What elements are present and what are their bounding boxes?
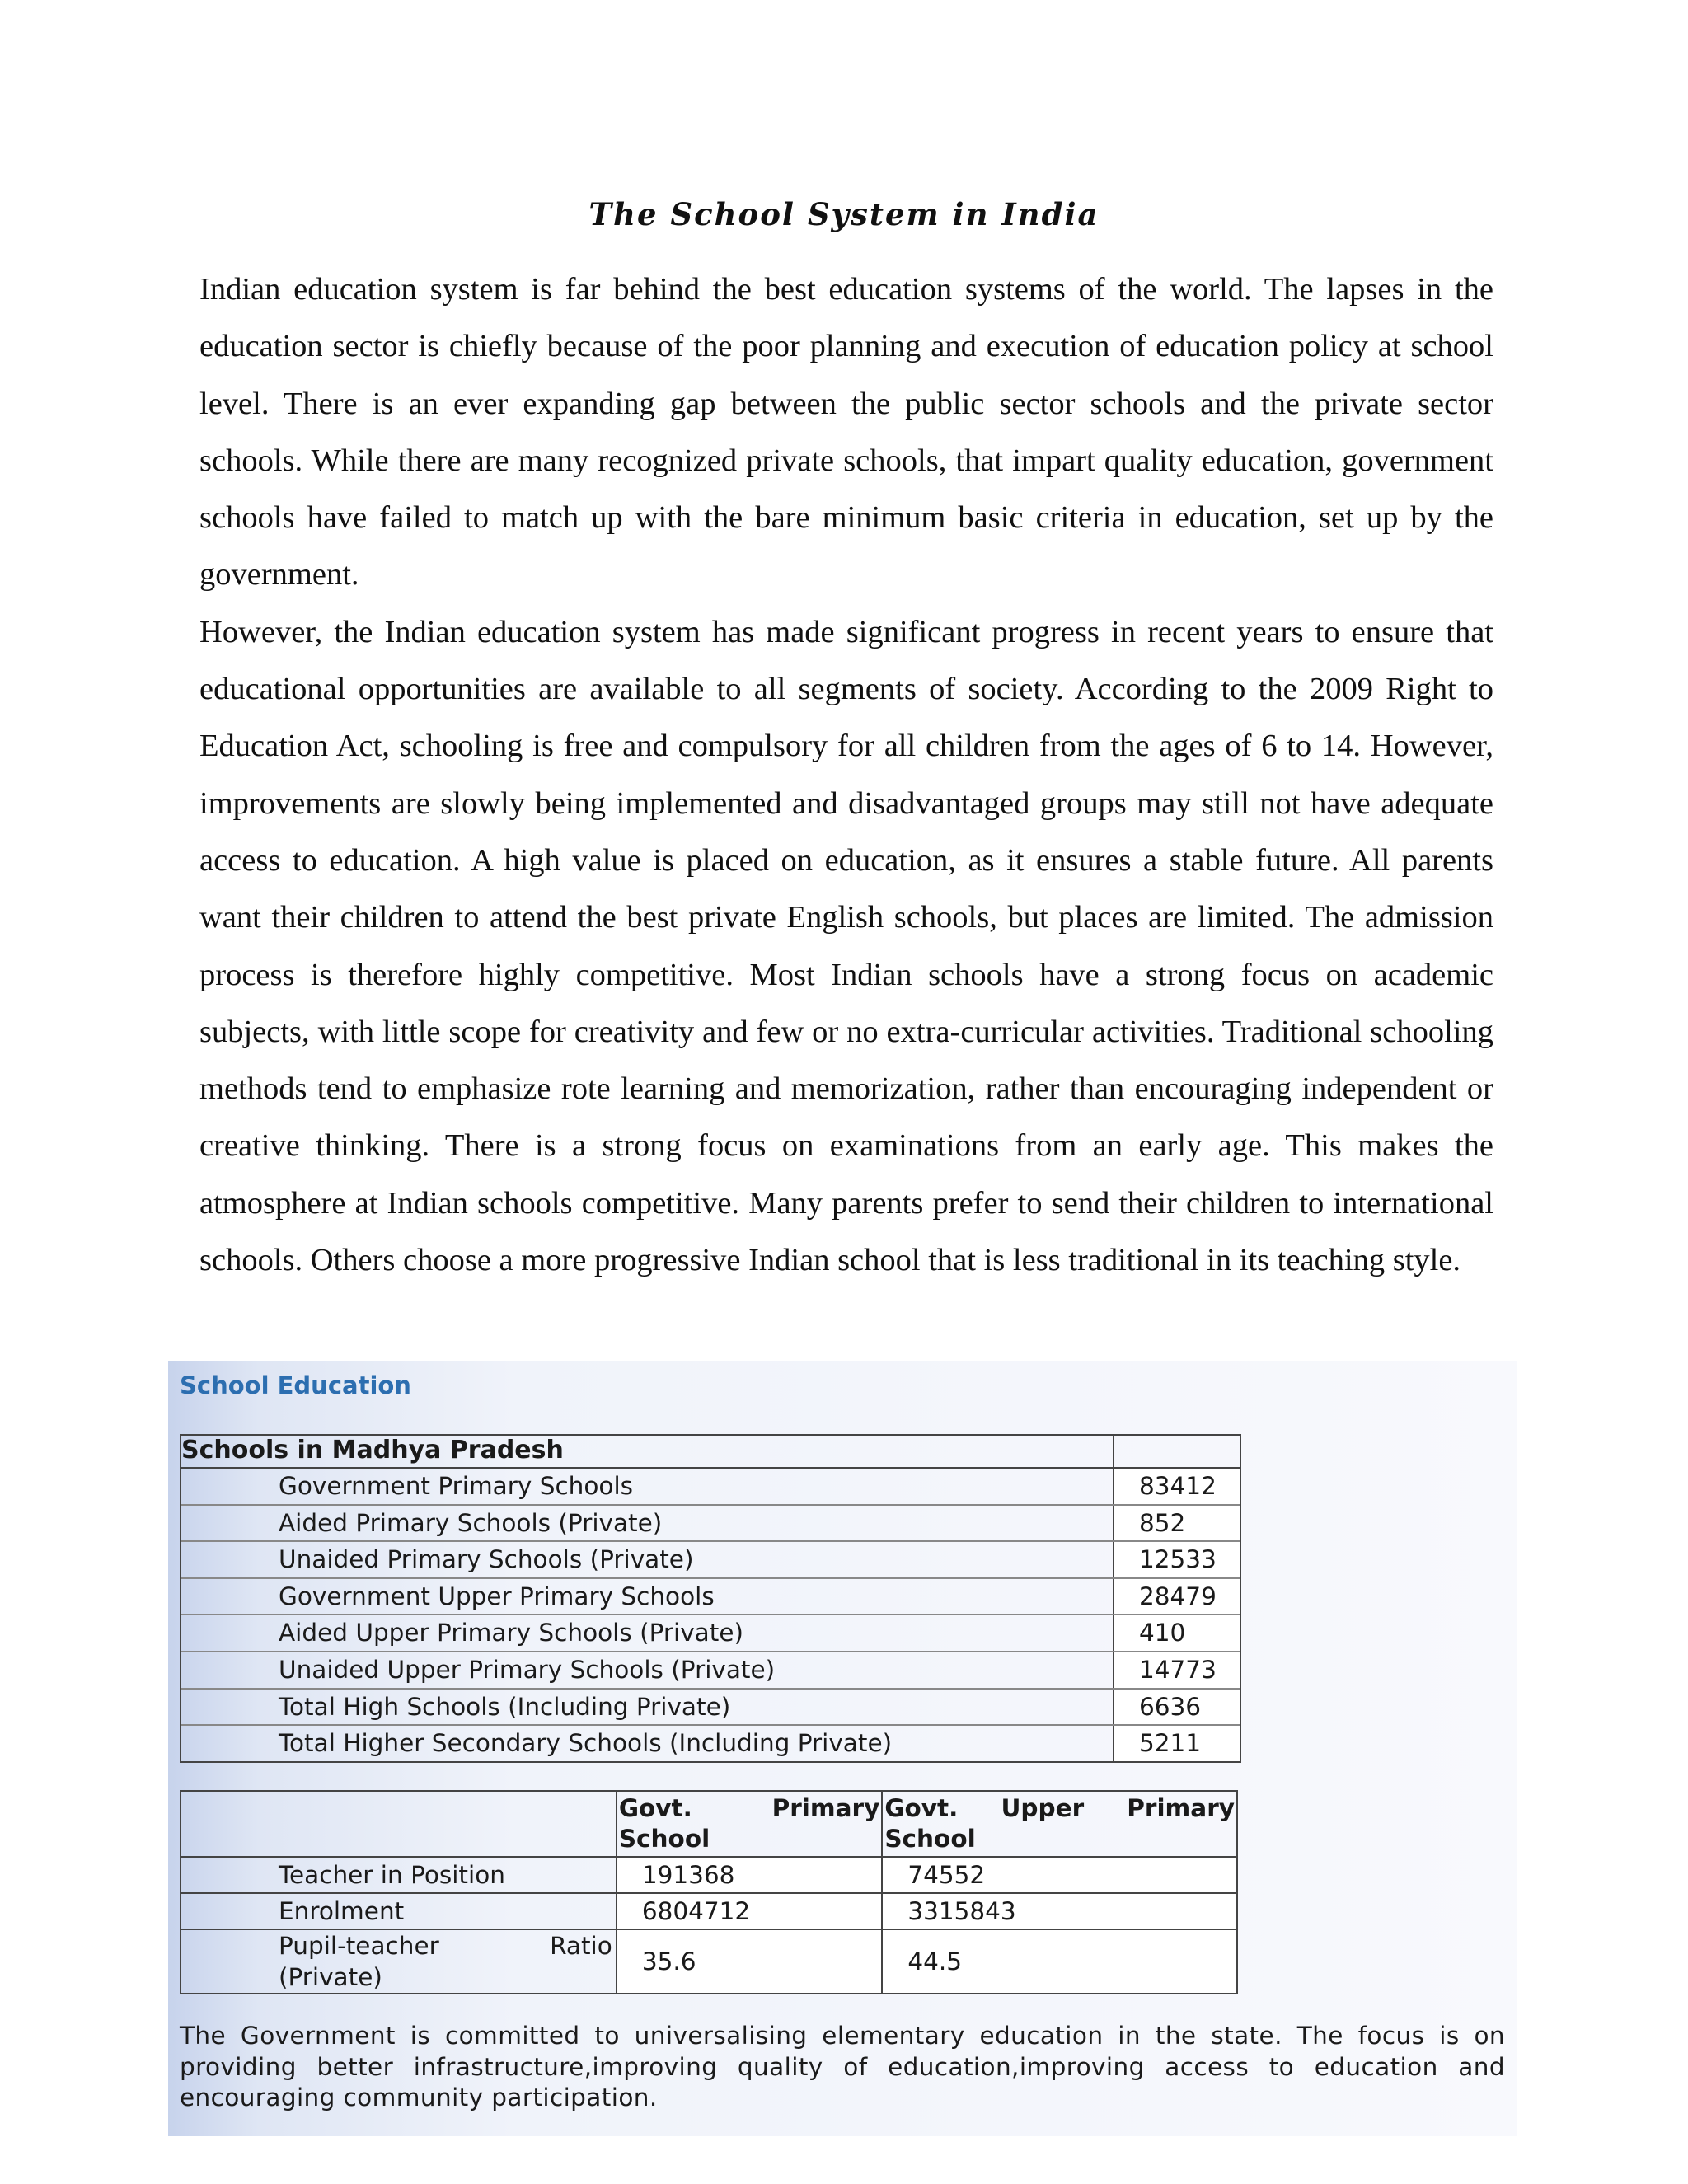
row-label: Aided Primary Schools (Private) [181, 1506, 1114, 1541]
teachers-table [180, 1790, 1238, 1994]
school-education-figure [168, 1361, 1517, 2136]
teachers-table-header [181, 1791, 1237, 1857]
row-value: 12533 [1114, 1542, 1240, 1577]
cell-value: 3315843 [882, 1893, 1237, 1929]
table-row [181, 1542, 1240, 1579]
table-row [181, 1652, 1240, 1690]
row-value: 14773 [1114, 1652, 1240, 1688]
table-row [181, 1857, 1237, 1893]
row-label: Pupil-teacher Ratio (Private) [181, 1929, 617, 1994]
table-row [181, 1469, 1240, 1506]
col-govt-primary-header: Govt. Primary School [617, 1791, 883, 1857]
cell-value: 74552 [882, 1857, 1237, 1893]
paragraph-2: However, the Indian education system has made significant progress in recent years to ensure that educational opportunities are available to all segments of society. According to the 2009 Right to Education Act, schooling is free and compulsory for all children from the ages of 6 to 14. However, improvements are slowly being implemented and disadvantaged groups may still not have adequate access to education. A high value is placed on education, as it ensures a stable future. All parents want their children to attend the best private English schools, but places are limited. The admission process is therefore highly competitive. Most Indian schools have a strong focus on academic subjects, with little scope for creativity and few or no extra-curricular activities. Traditional schooling methods tend to emphasize rote learning and memorization, rather than encouraging independent or creative thinking. There is a strong focus on examinations from an early age. This makes the atmosphere at Indian schools competitive. Many parents prefer to send their children to international schools. Others choose a more progressive Indian school that is less traditional in its teaching style. [199, 614, 1493, 1278]
table-row [181, 1893, 1237, 1929]
cell-value: 35.6 [617, 1929, 883, 1994]
row-label: Enrolment [181, 1893, 617, 1929]
figure-footer-text: The Government is committed to universalising elementary education in the state. The focus is on providing better infrastructure,improving quality of education,improving access to education and encouraging community participation. [180, 2022, 1505, 2111]
row-label: Government Primary Schools [181, 1469, 1114, 1504]
row-label: Unaided Upper Primary Schools (Private) [181, 1652, 1114, 1688]
row-label: Aided Upper Primary Schools (Private) [181, 1615, 1114, 1651]
table-row [181, 1615, 1240, 1652]
table-row [181, 1506, 1240, 1543]
row-label: Unaided Primary Schools (Private) [181, 1542, 1114, 1577]
cell-value: 191368 [617, 1857, 883, 1893]
row-value: 83412 [1114, 1469, 1240, 1504]
row-label: Government Upper Primary Schools [181, 1579, 1114, 1615]
row-label: Teacher in Position [181, 1857, 617, 1893]
row-label: Total High Schools (Including Private) [181, 1690, 1114, 1725]
cell-value: 6804712 [617, 1893, 883, 1929]
table-row [181, 1690, 1240, 1727]
row-label: Total Higher Secondary Schools (Including Private) [181, 1726, 1114, 1761]
row-value: 5211 [1114, 1726, 1240, 1761]
table-row [181, 1726, 1240, 1761]
row-value: 852 [1114, 1506, 1240, 1541]
figure-heading: School Education [180, 1371, 411, 1399]
table-row [181, 1579, 1240, 1616]
paragraph-1: Indian education system is far behind the best education systems of the world. The lapses in the education sector is chiefly because of the poor planning and execution of education policy at school level. There is an ever expanding gap between the public sector schools and the private sector schools. While there are many recognized private schools, that impart quality education, government schools have failed to match up with the bare minimum basic criteria in education, set up by the government. [199, 272, 1493, 593]
row-value: 28479 [1114, 1579, 1240, 1615]
cell-value: 44.5 [882, 1929, 1237, 1994]
row-value: 6636 [1114, 1690, 1240, 1725]
table-row [181, 1929, 1237, 1994]
schools-table-header-label: Schools in Madhya Pradesh [181, 1436, 1114, 1467]
row-value: 410 [1114, 1615, 1240, 1651]
schools-table [180, 1434, 1241, 1763]
body-text [199, 261, 1493, 1289]
document-title: The School System in India [588, 196, 1100, 232]
col-govt-upper-primary-header: Govt. Upper Primary School [882, 1791, 1237, 1857]
schools-table-header [181, 1436, 1240, 1469]
